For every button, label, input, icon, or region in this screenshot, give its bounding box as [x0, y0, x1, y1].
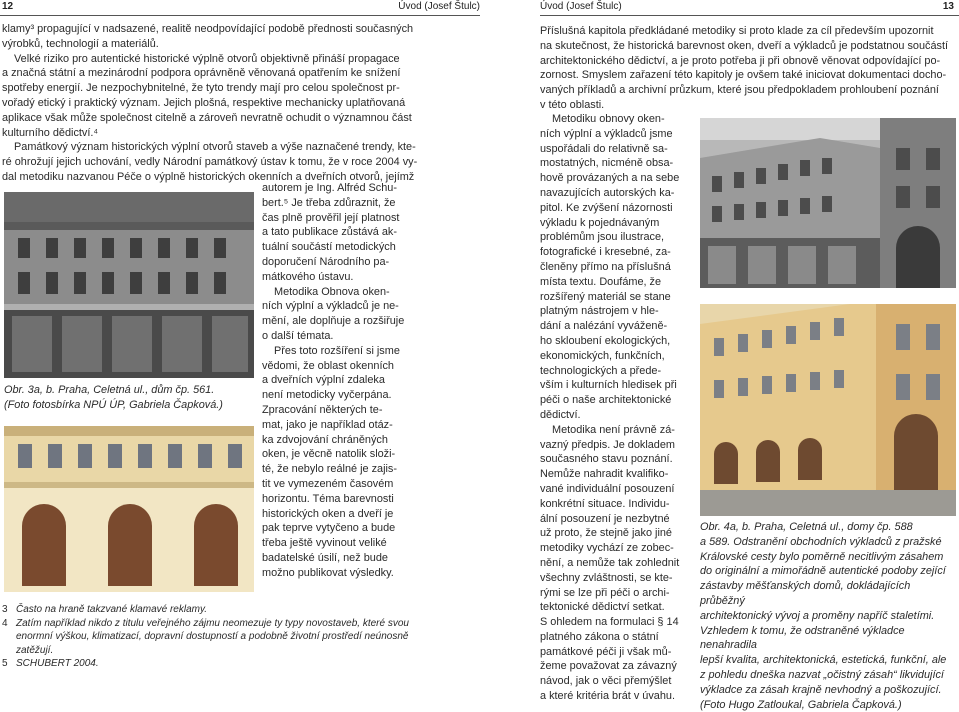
caption-line: výkladce za zásah krajně nevhodný a poškozující.: [700, 683, 942, 696]
column-line: členěny přímo na příslušná: [540, 260, 671, 273]
left-page-number: 12: [2, 1, 14, 12]
figure-4-caption: [700, 520, 958, 712]
column-line: ho skloubení ekologických,: [540, 334, 671, 347]
column-line: a tato publikace zůstává ak-: [262, 226, 398, 239]
column-line: čas plně prověřil její platnost: [262, 211, 400, 224]
paragraph-line: spotřeby energií. Je nezpochybnitelné, že tyto trendy mají pro celou společnost pr-: [2, 82, 400, 95]
caption-line: Obr. 4a, b. Praha, Celetná ul., domy čp. 588: [700, 521, 913, 533]
column-line: vědomi, že oblast okenních: [262, 359, 394, 372]
column-line: té, že nebylo reálné je zajis-: [262, 463, 397, 476]
column-line: S ohledem na formulaci § 14: [540, 616, 679, 629]
column-line: tektonické dědictví setkat.: [540, 601, 665, 614]
column-line: dání a nalézání vyváženě-: [540, 320, 668, 333]
footnotes: [2, 603, 426, 671]
column-line: tuální součástí metodických: [262, 241, 396, 254]
column-line: Metodika není právně zá-: [552, 423, 675, 436]
column-line: Přes toto rozšíření si jsme: [274, 344, 400, 357]
caption-line: a 589. Odstranění obchodních výkladců z pražské: [700, 535, 942, 548]
column-line: horizontu. Téma barevnosti: [262, 492, 394, 505]
column-line: ální posouzení je nezbytné: [540, 512, 670, 525]
paragraph-line: vořadý etický i praktický význam. Jejich plošná, respektive mechanicky uplatňovaná: [2, 96, 406, 109]
column-line: vazný předpis. Je dokladem: [540, 438, 675, 451]
column-line: o další témata.: [262, 329, 334, 342]
column-line: navazujících autorských ka-: [540, 186, 675, 199]
column-line: památkové péči ji však mů-: [540, 645, 672, 658]
column-line: ních výplní a výkladců jsme: [540, 127, 673, 140]
column-line: není metodicky vyčerpána.: [262, 389, 392, 402]
paragraph-line: Velké riziko pro autentické historické výplně otvorů objektivně přináší propagace: [14, 52, 400, 65]
column-line: vané individuální posouzení: [540, 482, 675, 495]
column-line: všechny zvláštnosti, se kte-: [540, 571, 673, 584]
caption-line: (Foto Hugo Zatloukal, Gabriela Čapková.): [700, 698, 902, 711]
paragraph-line: zornost. Smyslem zařazení této kapitoly je ovšem také iniciovat dokumentaci docho-: [540, 69, 947, 82]
right-running-title: Úvod (Josef Štulc): [540, 1, 622, 12]
column-line: hově provázaných a na sebe: [540, 172, 680, 185]
paragraph-line: klamy³ propagující v nadsazené, realitě neodpovídající podobě přednosti současných: [2, 23, 414, 35]
column-line: rými se lze při péči o archi-: [540, 586, 670, 599]
right-intro-text: [540, 24, 958, 113]
paragraph-line: v této oblasti.: [540, 98, 605, 111]
paragraph-line: na skutečnost, že historická barevnost oken, dveří a výkladců je podstatnou součástí: [540, 39, 949, 52]
left-side-column: [262, 181, 418, 581]
column-line: možno publikovat výsledky.: [262, 566, 394, 579]
column-line: mění, ale doplňuje a rozšiřuje: [262, 315, 405, 328]
column-line: současného stavu poznání.: [540, 453, 673, 466]
caption-line: Vzhledem k tomu, že odstraněné výkladce nenahradila: [700, 624, 905, 652]
paragraph-line: Příslušná kapitola předkládané metodiky si proto klade za cíl především upozornit: [540, 25, 934, 37]
caption-line: (Foto fotosbírka NPÚ ÚP, Gabriela Čapková.): [4, 398, 223, 411]
caption-line: z pohledu dneška nazvat „očistný zásah“ likvidující: [700, 668, 944, 681]
column-line: místa textu. Doufáme, že: [540, 275, 662, 288]
caption-line: do originální a mimořádně autentické podoby zející: [700, 565, 946, 578]
paragraph-line: výrobků, technologií a materiálů.: [2, 37, 159, 50]
paragraph-line: architektonického dědictví, a je proto potřeba ji při obnově věnovat odpovídající po-: [540, 54, 941, 67]
column-line: péči o naše architektonické: [540, 394, 672, 407]
photo-celetna-561-historic: [4, 192, 254, 378]
left-full-width-text: [2, 22, 480, 185]
column-line: pak teprve vytyčeno a bude: [262, 522, 396, 535]
column-line: Nemůže nahradit kvalifiko-: [540, 468, 669, 481]
column-line: už proto, že stejně jako jiné: [540, 527, 672, 540]
footnote: 3 Často na hraně takzvané klamavé reklamy.: [2, 604, 208, 615]
column-line: problémům jsou ilustrace,: [540, 231, 665, 244]
column-line: rozšířený materiál se stane: [540, 290, 671, 303]
caption-line: Královské cesty bylo poměrně necitlivým zásahem: [700, 550, 944, 563]
photo-celetna-588-589-today: [700, 304, 956, 516]
column-line: ekonomických, funkčních,: [540, 349, 665, 362]
column-line: mostatných, nicméně obsa-: [540, 157, 674, 170]
column-line: metodiky vychází ze zobec-: [540, 542, 674, 555]
column-line: uspořádali do relativně sa-: [540, 142, 668, 155]
figure-3-caption: [4, 383, 256, 413]
column-line: nění, a nemůže tak zohlednit: [540, 556, 680, 569]
column-line: pitol. Ke zvýšení názornosti: [540, 201, 673, 214]
column-line: vším i kulturních hledisek při: [540, 379, 677, 392]
column-line: třeba ještě vyvinout veliké: [262, 537, 387, 550]
photo-celetna-588-589-historic: [700, 118, 956, 288]
column-line: žeme považovat za závazný: [540, 660, 677, 673]
column-line: platným nástrojem v hle-: [540, 305, 659, 318]
paragraph-line: ré ohrožují jejich uchování, vedly Národní památkový ústav k tomu, že v roce 2004 vy-: [2, 156, 418, 169]
column-line: oken, je věcně natolik složi-: [262, 448, 396, 461]
column-line: dědictví.: [540, 408, 581, 421]
caption-line: lepší kvalita, architektonická, estetická, funkční, ale: [700, 654, 947, 667]
column-line: autorem je Ing. Alfréd Schu-: [262, 182, 397, 194]
column-line: a které kritéria brát v úvahu.: [540, 690, 675, 703]
column-line: technologických a přede-: [540, 364, 662, 377]
right-column-text: [540, 112, 696, 704]
paragraph-line: a značná státní a mezinárodní podpora oprávněně věnovaná opatřením ke snížení: [2, 67, 401, 80]
left-running-title: Úvod (Josef Štulc): [398, 1, 480, 12]
column-line: fotografické i kresebné, za-: [540, 246, 671, 259]
photo-celetna-561-today: [4, 426, 254, 592]
column-line: mat, jako je například otáz-: [262, 418, 393, 431]
caption-line: Obr. 3a, b. Praha, Celetná ul., dům čp. 561.: [4, 384, 215, 396]
column-line: badatelské úsilí, než bude: [262, 551, 388, 564]
caption-line: architektonický vývoj a proměny napříč staletími.: [700, 609, 935, 622]
paragraph-line: Památkový význam historických výplní otvorů staveb a výše naznačené trendy, kte-: [14, 141, 416, 154]
header-rule-left: [0, 15, 480, 16]
right-page-number: 13: [942, 1, 954, 12]
column-line: a dveřních výplní zdaleka: [262, 374, 385, 387]
footnote: 4 Zatím například nikdo z titulu veřejného zájmu neomezuje ty typy novostaveb, které svou enormní výškou, klimatizací, dopravní dostupností a podobně životní prostředí neúnosně zatěžují.: [2, 617, 409, 656]
column-line: doporučení Národního pa-: [262, 255, 390, 268]
column-line: ka zdvojování chráněných: [262, 433, 388, 446]
paragraph-line: kulturního dědictví.⁴: [2, 126, 99, 139]
column-line: mátkového ústavu.: [262, 270, 354, 283]
paragraph-line: vaných příkladů a archivní průzkum, které jsou předpokladem prohloubení poznání: [540, 84, 939, 97]
column-line: výkladu k pojednávaným: [540, 216, 660, 229]
header-rule-right: [540, 15, 959, 16]
column-line: Metodika Obnova oken-: [274, 285, 390, 298]
paragraph-line: aplikace však může společnost citelně a zároveň nevratně ochudit o významnou část: [2, 111, 412, 124]
paragraph-line: dal metodiku nazvanou Péče o výplně historických okenních a dveřních otvorů, jejímž: [2, 170, 415, 183]
footnote: 5 SCHUBERT 2004.: [2, 658, 99, 670]
caption-line: zástavby měšťanských domů, dokládajících průběžný: [700, 580, 911, 607]
column-line: ních výplní a výkladců je ne-: [262, 300, 399, 313]
column-line: bert.⁵ Je třeba zdůraznit, že: [262, 196, 396, 209]
column-line: tit ve vymezeném časovém: [262, 477, 394, 490]
column-line: návod, jak o věci přemýšlet: [540, 675, 672, 688]
column-line: konkrétní situace. Individu-: [540, 497, 670, 510]
column-line: platného zákona o státní: [540, 630, 659, 643]
column-line: Zpracování některých te-: [262, 403, 383, 416]
column-line: Metodiku obnovy oken-: [552, 113, 665, 125]
column-line: historických oken a dveří je: [262, 507, 394, 520]
